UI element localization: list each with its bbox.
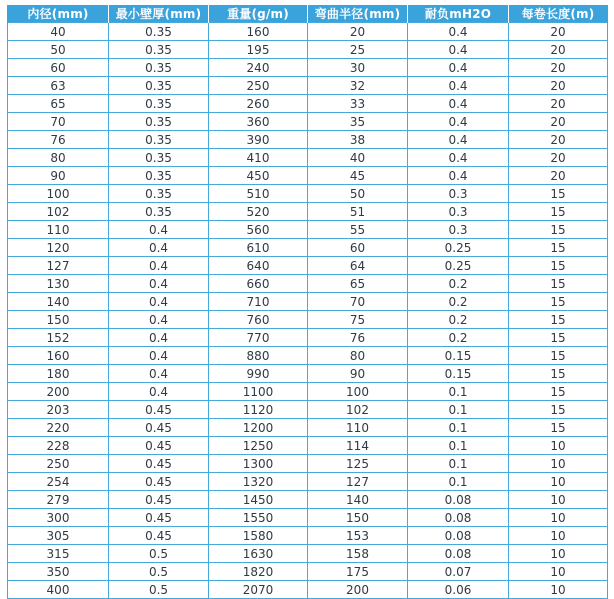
table-row [8,113,608,131]
cell-bend-radius: 50 [308,185,408,203]
cell-negative-pressure: 0.08 [408,491,509,509]
cell-bend-radius: 65 [308,275,408,293]
cell-length-per-roll: 15 [509,221,608,239]
cell-inner-diameter: 127 [8,257,109,275]
cell-bend-radius: 64 [308,257,408,275]
cell-inner-diameter: 100 [8,185,109,203]
table-row [8,563,608,581]
cell-min-wall-thickness: 0.5 [109,545,209,563]
cell-inner-diameter: 110 [8,221,109,239]
cell-weight: 1300 [209,455,308,473]
cell-negative-pressure: 0.06 [408,581,509,599]
cell-min-wall-thickness: 0.4 [109,365,209,383]
cell-min-wall-thickness: 0.35 [109,131,209,149]
cell-weight: 1320 [209,473,308,491]
table-row [8,545,608,563]
cell-inner-diameter: 400 [8,581,109,599]
cell-weight: 520 [209,203,308,221]
cell-length-per-roll: 15 [509,203,608,221]
cell-length-per-roll: 10 [509,455,608,473]
cell-negative-pressure: 0.3 [408,185,509,203]
cell-negative-pressure: 0.1 [408,419,509,437]
cell-weight: 1450 [209,491,308,509]
cell-negative-pressure: 0.08 [408,545,509,563]
cell-inner-diameter: 315 [8,545,109,563]
cell-min-wall-thickness: 0.45 [109,491,209,509]
cell-weight: 360 [209,113,308,131]
cell-inner-diameter: 76 [8,131,109,149]
cell-negative-pressure: 0.4 [408,41,509,59]
cell-bend-radius: 25 [308,41,408,59]
table-row [8,149,608,167]
cell-negative-pressure: 0.1 [408,455,509,473]
cell-min-wall-thickness: 0.45 [109,437,209,455]
cell-inner-diameter: 220 [8,419,109,437]
cell-bend-radius: 55 [308,221,408,239]
cell-negative-pressure: 0.1 [408,473,509,491]
cell-min-wall-thickness: 0.35 [109,113,209,131]
cell-negative-pressure: 0.1 [408,383,509,401]
cell-min-wall-thickness: 0.35 [109,149,209,167]
cell-negative-pressure: 0.3 [408,221,509,239]
cell-inner-diameter: 63 [8,77,109,95]
cell-negative-pressure: 0.4 [408,23,509,41]
table-row [8,293,608,311]
header-inner-diameter: 内径(mm) [8,5,109,23]
cell-inner-diameter: 228 [8,437,109,455]
cell-bend-radius: 20 [308,23,408,41]
cell-length-per-roll: 15 [509,329,608,347]
cell-bend-radius: 33 [308,95,408,113]
cell-inner-diameter: 305 [8,527,109,545]
cell-weight: 990 [209,365,308,383]
cell-length-per-roll: 10 [509,509,608,527]
cell-length-per-roll: 15 [509,311,608,329]
table-row [8,383,608,401]
cell-inner-diameter: 152 [8,329,109,347]
cell-inner-diameter: 150 [8,311,109,329]
cell-bend-radius: 38 [308,131,408,149]
table-body [8,23,608,599]
cell-negative-pressure: 0.15 [408,347,509,365]
table-row [8,167,608,185]
cell-min-wall-thickness: 0.35 [109,41,209,59]
cell-weight: 160 [209,23,308,41]
cell-bend-radius: 110 [308,419,408,437]
table-row [8,203,608,221]
cell-bend-radius: 127 [308,473,408,491]
cell-min-wall-thickness: 0.4 [109,347,209,365]
cell-weight: 1550 [209,509,308,527]
cell-weight: 610 [209,239,308,257]
table-row [8,581,608,599]
cell-weight: 1630 [209,545,308,563]
cell-bend-radius: 175 [308,563,408,581]
cell-weight: 1580 [209,527,308,545]
cell-bend-radius: 125 [308,455,408,473]
cell-weight: 760 [209,311,308,329]
header-weight: 重量(g/m) [209,5,308,23]
cell-length-per-roll: 15 [509,293,608,311]
cell-length-per-roll: 20 [509,59,608,77]
cell-bend-radius: 158 [308,545,408,563]
cell-weight: 510 [209,185,308,203]
cell-weight: 710 [209,293,308,311]
header-bend-radius: 弯曲半径(mm) [308,5,408,23]
header-length-per-roll: 每卷长度(m) [509,5,608,23]
table-row [8,257,608,275]
table-row [8,41,608,59]
cell-bend-radius: 70 [308,293,408,311]
cell-inner-diameter: 203 [8,401,109,419]
cell-weight: 560 [209,221,308,239]
cell-inner-diameter: 160 [8,347,109,365]
cell-weight: 1120 [209,401,308,419]
cell-min-wall-thickness: 0.4 [109,383,209,401]
table-row [8,77,608,95]
cell-negative-pressure: 0.4 [408,131,509,149]
cell-weight: 2070 [209,581,308,599]
table-row [8,275,608,293]
cell-min-wall-thickness: 0.4 [109,329,209,347]
cell-bend-radius: 35 [308,113,408,131]
cell-bend-radius: 100 [308,383,408,401]
cell-inner-diameter: 120 [8,239,109,257]
cell-min-wall-thickness: 0.45 [109,473,209,491]
table-row [8,401,608,419]
cell-bend-radius: 75 [308,311,408,329]
table-row [8,347,608,365]
cell-length-per-roll: 20 [509,167,608,185]
cell-negative-pressure: 0.4 [408,113,509,131]
table-row [8,365,608,383]
cell-bend-radius: 40 [308,149,408,167]
cell-inner-diameter: 40 [8,23,109,41]
table-row [8,95,608,113]
table-row [8,131,608,149]
cell-negative-pressure: 0.2 [408,293,509,311]
cell-negative-pressure: 0.1 [408,401,509,419]
cell-weight: 640 [209,257,308,275]
cell-negative-pressure: 0.4 [408,59,509,77]
cell-length-per-roll: 15 [509,275,608,293]
cell-min-wall-thickness: 0.4 [109,257,209,275]
cell-length-per-roll: 15 [509,419,608,437]
cell-length-per-roll: 20 [509,131,608,149]
cell-inner-diameter: 70 [8,113,109,131]
cell-bend-radius: 76 [308,329,408,347]
cell-min-wall-thickness: 0.35 [109,185,209,203]
table-row [8,491,608,509]
cell-length-per-roll: 15 [509,347,608,365]
cell-min-wall-thickness: 0.5 [109,581,209,599]
cell-negative-pressure: 0.4 [408,167,509,185]
cell-negative-pressure: 0.4 [408,95,509,113]
table-row [8,527,608,545]
cell-min-wall-thickness: 0.4 [109,221,209,239]
cell-weight: 240 [209,59,308,77]
cell-weight: 260 [209,95,308,113]
table-header-row [8,5,608,23]
cell-bend-radius: 114 [308,437,408,455]
cell-min-wall-thickness: 0.45 [109,419,209,437]
cell-inner-diameter: 80 [8,149,109,167]
cell-length-per-roll: 10 [509,581,608,599]
cell-bend-radius: 153 [308,527,408,545]
cell-negative-pressure: 0.25 [408,257,509,275]
cell-negative-pressure: 0.2 [408,311,509,329]
cell-inner-diameter: 250 [8,455,109,473]
cell-bend-radius: 51 [308,203,408,221]
table-row [8,419,608,437]
cell-weight: 1820 [209,563,308,581]
cell-bend-radius: 200 [308,581,408,599]
cell-inner-diameter: 65 [8,95,109,113]
cell-inner-diameter: 102 [8,203,109,221]
table-row [8,239,608,257]
cell-weight: 1250 [209,437,308,455]
cell-min-wall-thickness: 0.5 [109,563,209,581]
cell-min-wall-thickness: 0.35 [109,203,209,221]
cell-min-wall-thickness: 0.4 [109,293,209,311]
cell-bend-radius: 30 [308,59,408,77]
cell-inner-diameter: 279 [8,491,109,509]
cell-inner-diameter: 200 [8,383,109,401]
cell-min-wall-thickness: 0.45 [109,455,209,473]
cell-inner-diameter: 350 [8,563,109,581]
table-row [8,329,608,347]
cell-min-wall-thickness: 0.4 [109,311,209,329]
cell-bend-radius: 140 [308,491,408,509]
table-row [8,185,608,203]
cell-min-wall-thickness: 0.4 [109,239,209,257]
cell-weight: 660 [209,275,308,293]
cell-bend-radius: 60 [308,239,408,257]
table-row [8,437,608,455]
cell-length-per-roll: 15 [509,365,608,383]
cell-inner-diameter: 60 [8,59,109,77]
cell-min-wall-thickness: 0.35 [109,95,209,113]
cell-negative-pressure: 0.4 [408,77,509,95]
cell-bend-radius: 150 [308,509,408,527]
table-row [8,311,608,329]
cell-inner-diameter: 180 [8,365,109,383]
table-header [8,5,608,23]
cell-weight: 450 [209,167,308,185]
cell-inner-diameter: 90 [8,167,109,185]
cell-length-per-roll: 15 [509,401,608,419]
cell-length-per-roll: 15 [509,239,608,257]
cell-inner-diameter: 130 [8,275,109,293]
cell-min-wall-thickness: 0.45 [109,509,209,527]
cell-length-per-roll: 10 [509,527,608,545]
cell-length-per-roll: 15 [509,185,608,203]
cell-bend-radius: 80 [308,347,408,365]
cell-weight: 410 [209,149,308,167]
cell-min-wall-thickness: 0.4 [109,275,209,293]
cell-length-per-roll: 15 [509,257,608,275]
cell-weight: 250 [209,77,308,95]
cell-min-wall-thickness: 0.35 [109,59,209,77]
table-row [8,59,608,77]
cell-length-per-roll: 10 [509,491,608,509]
cell-weight: 390 [209,131,308,149]
cell-bend-radius: 32 [308,77,408,95]
cell-min-wall-thickness: 0.35 [109,77,209,95]
cell-length-per-roll: 15 [509,383,608,401]
cell-negative-pressure: 0.2 [408,329,509,347]
table-row [8,473,608,491]
cell-weight: 1200 [209,419,308,437]
cell-negative-pressure: 0.1 [408,437,509,455]
cell-negative-pressure: 0.2 [408,275,509,293]
table-row [8,23,608,41]
cell-inner-diameter: 140 [8,293,109,311]
table-row [8,509,608,527]
cell-length-per-roll: 20 [509,23,608,41]
spec-table [7,5,608,599]
cell-weight: 880 [209,347,308,365]
cell-length-per-roll: 10 [509,473,608,491]
cell-length-per-roll: 20 [509,113,608,131]
cell-bend-radius: 90 [308,365,408,383]
cell-length-per-roll: 10 [509,563,608,581]
cell-negative-pressure: 0.4 [408,149,509,167]
cell-weight: 1100 [209,383,308,401]
cell-inner-diameter: 300 [8,509,109,527]
cell-length-per-roll: 20 [509,77,608,95]
table-row [8,221,608,239]
cell-min-wall-thickness: 0.45 [109,527,209,545]
cell-length-per-roll: 20 [509,41,608,59]
table-row [8,455,608,473]
cell-bend-radius: 45 [308,167,408,185]
cell-negative-pressure: 0.07 [408,563,509,581]
cell-negative-pressure: 0.08 [408,509,509,527]
cell-length-per-roll: 20 [509,95,608,113]
cell-negative-pressure: 0.25 [408,239,509,257]
cell-inner-diameter: 50 [8,41,109,59]
header-negative-pressure: 耐负mH2O [408,5,509,23]
cell-length-per-roll: 20 [509,149,608,167]
cell-inner-diameter: 254 [8,473,109,491]
cell-bend-radius: 102 [308,401,408,419]
cell-weight: 770 [209,329,308,347]
cell-min-wall-thickness: 0.35 [109,23,209,41]
cell-negative-pressure: 0.3 [408,203,509,221]
cell-weight: 195 [209,41,308,59]
cell-min-wall-thickness: 0.45 [109,401,209,419]
cell-min-wall-thickness: 0.35 [109,167,209,185]
cell-negative-pressure: 0.08 [408,527,509,545]
cell-length-per-roll: 10 [509,545,608,563]
cell-length-per-roll: 10 [509,437,608,455]
spec-table-container [7,5,607,599]
cell-negative-pressure: 0.15 [408,365,509,383]
header-min-wall-thickness: 最小壁厚(mm) [109,5,209,23]
